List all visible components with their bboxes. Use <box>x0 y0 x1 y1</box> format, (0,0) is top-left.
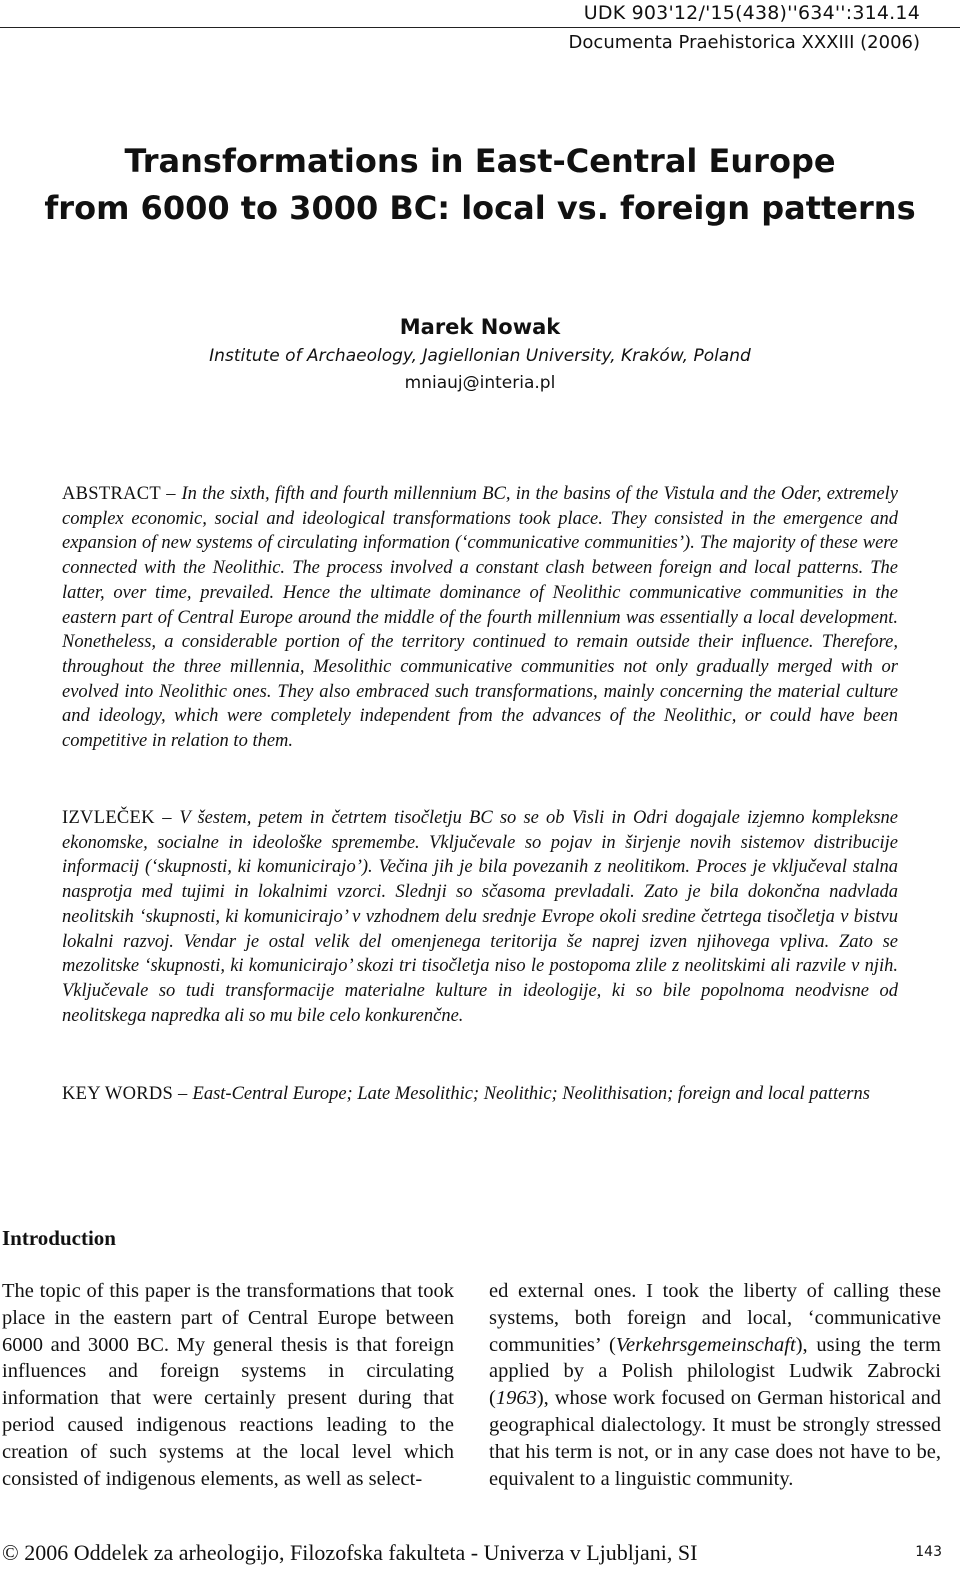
abstract-label: ABSTRACT – <box>62 484 182 504</box>
page-number: 143 <box>915 1544 942 1560</box>
izvlecek-text: V šestem, petem in četrtem tisočletju BC so se ob Visli in Odri dogajale izjemno kompleksne ekonomske, socialne in ideološke spremembe. Vključevale so pojav in širjenje novih sistemov distribucije informacij (‘skupnosti, ki komunicirajo’). Večina jih je bila povezanih z neolitikom. Proces je vključeval stalna nasprotja med tujimi in lokalnimi vzorci. Slednji so sčasoma prevladali. Zato je bila dokončna nadvlada neolitskih ‘skupnosti, ki komunicirajo’ v vzhodnem delu srednje Evrope okoli sredine četrtega tisočletja v bistvu lokalni razvoj. Vendar je ostal velik del omenjenega teritorija še naprej izven njihovega vpliva. Zato se mezolitske ‘skupnosti, ki komunicirajo’ skozi tri tisočletja niso le postopoma zlile z neolitskimi ali razvile v njih. Vključevale so tudi transformacije materialne kulture in ideologije, ki so bile popolnoma neodvisne od neolitskega napredka ali so mu bile celo konkurenčne. <box>62 808 898 1026</box>
introduction-heading: Introduction <box>2 1226 116 1250</box>
author-affiliation: Institute of Archaeology, Jagiellonian University, Kraków, Poland <box>209 346 751 366</box>
right-text-part-1: ed external ones. I took the liberty of calling these systems, both foreign and local, ‘communicative communities’ ( <box>489 1280 941 1356</box>
udk-classification: UDK 903'12/'15(438)''634'':314.14 <box>583 2 920 24</box>
abstract <box>62 482 898 754</box>
keywords-label: KEY WORDS – <box>62 1084 193 1104</box>
abstract-text: In the sixth, fifth and fourth millennium BC, in the basins of the Vistula and the Oder, extremely complex economic, social and ideological transformations took place. They consisted in the emergence and expansion of new systems of circulating information (‘communicative communities’). The majority of these were connected with the Neolithic. The process involved a constant clash between foreign and local patterns. The latter, over time, prevailed. Hence the ultimate dominance of Neolithic communicative communities in the eastern part of Central Europe around the middle of the fourth millennium was essentially a local development. Nonetheless, a considerable portion of the territory continued to remain outside their influence. Therefore, throughout the three millennia, Mesolithic communicative communities not only gradually merged with or evolved into Neolithic ones. They also embraced such transformations, mainly concerning the material culture and ideology, which were completely independent from the advances of the Neolithic, or could have been competitive in relation to them. <box>62 484 898 752</box>
izvlecek <box>62 806 898 1028</box>
title-line-1: Transformations in East-Central Europe <box>124 142 836 180</box>
right-text-part-2: ), using the term applied by a Polish philologist Ludwik Zabrocki ( <box>489 1333 941 1410</box>
author-email[interactable]: mniauj@interia.pl <box>404 373 556 393</box>
right-text-part-3: ), whose work focused on German historical and geographical dialectology. It must be strongly stressed that his term is not, or in any case does not have to be, equivalent to a linguistic community. <box>489 1387 941 1490</box>
footer-copyright: © 2006 Oddelek za arheologijo, Filozofska fakulteta - Univerza v Ljubljani, SI <box>2 1540 698 1565</box>
introduction-right-column <box>489 1278 941 1492</box>
term-verkehrsgemeinschaft: Verkehrsgemeinschaft <box>615 1333 796 1356</box>
keywords <box>62 1082 898 1107</box>
article-title <box>40 138 920 232</box>
journal-citation: Documenta Praehistorica XXXIII (2006) <box>568 32 920 53</box>
header-rule <box>0 27 960 28</box>
introduction-left-column: The topic of this paper is the transformations that took place in the eastern part of Central Europe between 6000 and 3000 BC. My general thesis is that foreign influences and foreign systems in circulating information that were certainly present during that period caused indigenous reactions leading to the creation of such systems at the local level which consisted of indigenous elements, as well as select- <box>2 1280 454 1490</box>
title-line-2: from 6000 to 3000 BC: local vs. foreign patterns <box>44 189 916 227</box>
author-name: Marek Nowak <box>399 315 561 339</box>
izvlecek-label: IZVLEČEK – <box>62 808 180 828</box>
keywords-text: East-Central Europe; Late Mesolithic; Neolithic; Neolithisation; foreign and local patterns <box>192 1084 870 1104</box>
citation-year: 1963 <box>495 1387 537 1410</box>
